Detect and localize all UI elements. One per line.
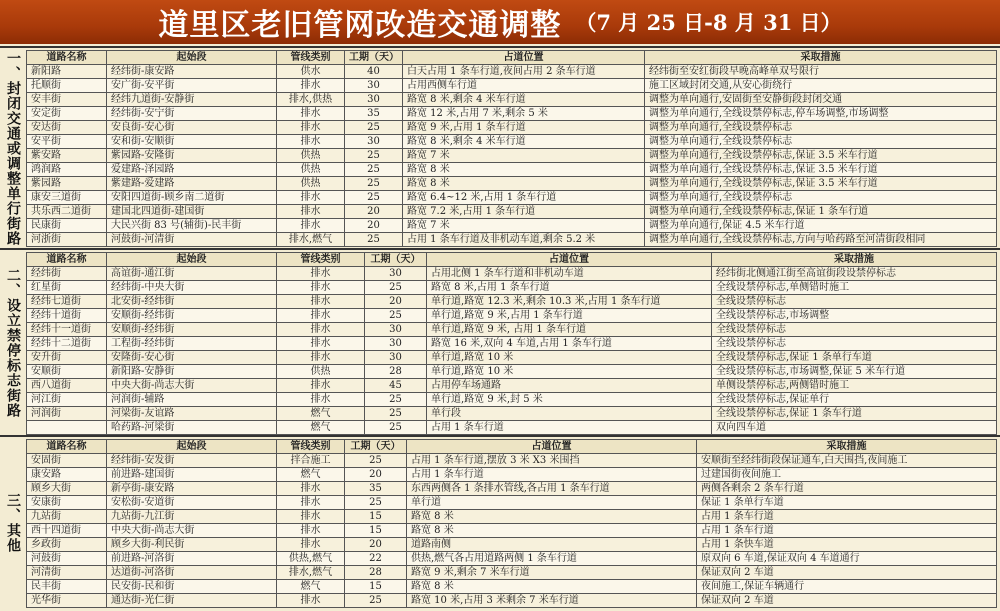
- duration-days: 45: [365, 379, 427, 393]
- header-period: 工期（天）: [345, 440, 407, 454]
- start-end-section: 安广街-安平街: [107, 79, 277, 93]
- table-row: [27, 309, 997, 323]
- pipe-type: 排水: [277, 107, 345, 121]
- pipe-type: 排水: [277, 219, 345, 233]
- road-name: 康安路: [27, 468, 107, 482]
- occupied-position: 白天占用 1 条车行道,夜间占用 2 条车行道: [403, 65, 645, 79]
- pipe-type: 排水: [277, 496, 345, 510]
- road-name: 经纬十一道街: [27, 323, 107, 337]
- pipe-type: 排水: [277, 337, 365, 351]
- start-end-section: 安阳四道街-顾乡南二道街: [107, 191, 277, 205]
- section-no-parking: [0, 252, 1000, 434]
- road-name: 安顺街: [27, 365, 107, 379]
- road-name: 安定街: [27, 107, 107, 121]
- duration-days: 30: [345, 93, 403, 107]
- duration-days: 15: [345, 524, 407, 538]
- table-row: [27, 281, 997, 295]
- road-name: 紫园路: [27, 177, 107, 191]
- pipe-type: 排水: [277, 524, 345, 538]
- pipe-type: 排水: [277, 295, 365, 309]
- start-end-section: 安顺街-经纬街: [107, 309, 277, 323]
- table-row: [27, 365, 997, 379]
- table-row: [27, 510, 997, 524]
- pipe-type: 排水: [277, 379, 365, 393]
- road-name: 光华街: [27, 594, 107, 608]
- header-position: 占道位置: [403, 51, 645, 65]
- table-row: [27, 323, 997, 337]
- duration-days: 20: [365, 295, 427, 309]
- road-name: 安康街: [27, 496, 107, 510]
- start-end-section: 前进路-河洛街: [107, 552, 277, 566]
- measures: 全线设禁停标志,市场调整: [712, 309, 997, 323]
- duration-days: 20: [345, 205, 403, 219]
- table-row: [27, 580, 997, 594]
- header-pipe: 管线类别: [277, 253, 365, 267]
- road-name: 河江街: [27, 393, 107, 407]
- header-pipe: 管线类别: [277, 440, 345, 454]
- occupied-position: 单行道,路宽 12.3 米,剩余 10.3 米,占用 1 条车行道: [427, 295, 712, 309]
- road-name: 紫安路: [27, 149, 107, 163]
- occupied-position: 占用西侧车行道: [403, 79, 645, 93]
- start-end-section: 经纬街-安宁街: [107, 107, 277, 121]
- table-row: [27, 135, 997, 149]
- pipe-type: 排水: [277, 191, 345, 205]
- start-end-section: 安和街-安顺街: [107, 135, 277, 149]
- duration-days: 15: [345, 580, 407, 594]
- pipe-type: 燃气: [277, 580, 345, 594]
- measures: 调整为单向通行,全线设禁停标志,保证 3.5 米车行道: [645, 177, 997, 191]
- measures: 单侧设禁停标志,两侧错时施工: [712, 379, 997, 393]
- occupied-position: 单行道,路宽 9 米,占用 1 条车行道: [427, 309, 712, 323]
- table-row: [27, 205, 997, 219]
- header-pipe: 管线类别: [277, 51, 345, 65]
- table-row: [27, 468, 997, 482]
- adjustment-table: [26, 439, 997, 608]
- table-row: [27, 454, 997, 468]
- duration-days: 35: [345, 482, 407, 496]
- start-end-section: 紫园路-安隆街: [107, 149, 277, 163]
- occupied-position: 单行道,路宽 10 米: [427, 365, 712, 379]
- start-end-section: 安隆街-安心街: [107, 351, 277, 365]
- header-position: 占道位置: [407, 440, 697, 454]
- occupied-position: 路宽 8 米: [403, 163, 645, 177]
- table-row: [27, 524, 997, 538]
- table-row: [27, 482, 997, 496]
- start-end-section: 河润街-辅路: [107, 393, 277, 407]
- section-label: 二、设立禁停标志街路: [5, 268, 21, 418]
- duration-days: 22: [345, 552, 407, 566]
- duration-days: 35: [345, 107, 403, 121]
- road-name: 九站街: [27, 510, 107, 524]
- pipe-type: 排水: [277, 267, 365, 281]
- table-row: [27, 107, 997, 121]
- header-road: 道路名称: [27, 440, 107, 454]
- pipe-type: 排水: [277, 351, 365, 365]
- section-other: [0, 439, 1000, 607]
- table-row: [27, 79, 997, 93]
- measures: 调整为单向通行,全线设禁停标志,保证 3.5 米车行道: [645, 149, 997, 163]
- header-section: 起始段: [107, 51, 277, 65]
- duration-days: 25: [365, 407, 427, 421]
- duration-days: 20: [345, 468, 407, 482]
- pipe-type: 供热: [277, 149, 345, 163]
- start-end-section: 哈药路-河梁街: [107, 421, 277, 435]
- road-name: 安丰街: [27, 93, 107, 107]
- duration-days: 30: [365, 267, 427, 281]
- pipe-type: 排水: [277, 510, 345, 524]
- occupied-position: 占用 1 条车行道及非机动车道,剩余 5.2 米: [403, 233, 645, 247]
- occupied-position: 路宽 9 米,剩余 7 米车行道: [407, 566, 697, 580]
- header-period: 工期（天）: [365, 253, 427, 267]
- duration-days: 20: [345, 538, 407, 552]
- table-row: [27, 407, 997, 421]
- duration-days: 25: [345, 121, 403, 135]
- header-measures: 采取措施: [712, 253, 997, 267]
- road-name: 经纬七道街: [27, 295, 107, 309]
- table-row: [27, 566, 997, 580]
- pipe-type: 排水: [277, 393, 365, 407]
- measures: 保证双向 2 车道: [697, 566, 997, 580]
- road-name: 河鼓街: [27, 552, 107, 566]
- pipe-type: 供热: [277, 163, 345, 177]
- duration-days: 25: [365, 309, 427, 323]
- occupied-position: 占用 1 条车行道: [407, 468, 697, 482]
- header-road: 道路名称: [27, 253, 107, 267]
- duration-days: 15: [345, 510, 407, 524]
- start-end-section: 新阳路-安静街: [107, 365, 277, 379]
- measures: 占用 1 条车行道: [697, 524, 997, 538]
- measures: 经纬街北侧通江街至高谊街段设禁停标志: [712, 267, 997, 281]
- measures: 调整为单向通行,全线设禁停标志,方向与哈药路至河清街段相同: [645, 233, 997, 247]
- section-label: 一、封闭交通或调整单行街路: [5, 50, 21, 246]
- start-end-section: 新亭街-康安路: [107, 482, 277, 496]
- table-row: [27, 393, 997, 407]
- pipe-type: 排水: [277, 121, 345, 135]
- header-row: [27, 440, 997, 454]
- start-end-section: 北安街-经纬街: [107, 295, 277, 309]
- table-row: [27, 233, 997, 247]
- measures: 全线设禁停标志,保证 1 条单行车道: [712, 351, 997, 365]
- start-end-section: 通达街-光仁街: [107, 594, 277, 608]
- page-title: 道里区老旧管网改造交通调整: [158, 8, 562, 43]
- duration-days: 30: [365, 323, 427, 337]
- measures: 保证 1 条单行车道: [697, 496, 997, 510]
- measures: 施工区域封闭交通,从安心街绕行: [645, 79, 997, 93]
- table-row: [27, 421, 997, 435]
- start-end-section: 达道街-河洛街: [107, 566, 277, 580]
- pipe-type: 燃气: [277, 468, 345, 482]
- road-name: 西八道街: [27, 379, 107, 393]
- pipe-type: 排水: [277, 323, 365, 337]
- road-name: 共乐西二道街: [27, 205, 107, 219]
- start-end-section: 经纬街-安发街: [107, 454, 277, 468]
- occupied-position: 单行道,路宽 9 米, 占用 1 条车行道: [427, 323, 712, 337]
- start-end-section: 经纬街-康安路: [107, 65, 277, 79]
- occupied-position: 占用停车场通路: [427, 379, 712, 393]
- pipe-type: 排水: [277, 309, 365, 323]
- adjustment-table: [26, 252, 997, 435]
- measures: 经纬街至安红街段早晚高峰单双号限行: [645, 65, 997, 79]
- measures: 调整为单向通行,全线设禁停标志: [645, 121, 997, 135]
- pipe-type: 排水,燃气: [277, 566, 345, 580]
- header-measures: 采取措施: [645, 51, 997, 65]
- start-end-section: 民安街-民和街: [107, 580, 277, 594]
- start-end-section: 安良街-安心街: [107, 121, 277, 135]
- duration-days: 25: [365, 281, 427, 295]
- duration-days: 25: [345, 149, 403, 163]
- occupied-position: 路宽 9 米,占用 1 条车行道: [403, 121, 645, 135]
- occupied-position: 路宽 7 米: [403, 149, 645, 163]
- table-row: [27, 219, 997, 233]
- pipe-type: 排水: [277, 594, 345, 608]
- road-name: 经纬十道街: [27, 309, 107, 323]
- occupied-position: 路宽 8 米: [403, 177, 645, 191]
- measures: 占用 1 条快车道: [697, 538, 997, 552]
- measures: 夜间施工,保证车辆通行: [697, 580, 997, 594]
- road-name: 乡政街: [27, 538, 107, 552]
- duration-days: 30: [365, 351, 427, 365]
- measures: 占用 1 条车行道: [697, 510, 997, 524]
- adjustment-table: [26, 50, 997, 247]
- duration-days: 25: [345, 594, 407, 608]
- start-end-section: 顾乡大街-利民街: [107, 538, 277, 552]
- measures: 调整为单向通行,安固街至安静街段封闭交通: [645, 93, 997, 107]
- pipe-type: 供热,燃气: [277, 552, 345, 566]
- road-name: 顾乡大街: [27, 482, 107, 496]
- occupied-position: 路宽 12 米,占用 7 米,剩余 5 米: [403, 107, 645, 121]
- measures: 调整为单向通行,全线设禁停标志,保证 1 条车行道: [645, 205, 997, 219]
- occupied-position: 单行道,路宽 10 米: [427, 351, 712, 365]
- start-end-section: 九站街-九江街: [107, 510, 277, 524]
- occupied-position: 路宽 7.2 米,占用 1 条车行道: [403, 205, 645, 219]
- pipe-type: 排水: [277, 281, 365, 295]
- start-end-section: 前进路-建国街: [107, 468, 277, 482]
- page-banner: [0, 0, 1000, 44]
- header-row: [27, 51, 997, 65]
- table-row: [27, 295, 997, 309]
- duration-days: 30: [345, 135, 403, 149]
- measures: 全线设禁停标志,保证单行: [712, 393, 997, 407]
- duration-days: 25: [365, 393, 427, 407]
- table-row: [27, 93, 997, 107]
- measures: 安顺街至经纬街段保证通车,白天围挡,夜间施工: [697, 454, 997, 468]
- header-period: 工期（天）: [345, 51, 403, 65]
- occupied-position: 路宽 8 米: [407, 524, 697, 538]
- road-name: [27, 421, 107, 435]
- start-end-section: 紫建路-爱建路: [107, 177, 277, 191]
- measures: 调整为单向通行,全线设禁停标志,停车场调整,市场调整: [645, 107, 997, 121]
- occupied-position: 占用 1 条车行道,摆放 3 米 X3 米围挡: [407, 454, 697, 468]
- start-end-section: 河梁街-友谊路: [107, 407, 277, 421]
- measures: 保证双向 2 车道: [697, 594, 997, 608]
- pipe-type: 燃气: [277, 407, 365, 421]
- road-name: 民丰街: [27, 580, 107, 594]
- occupied-position: 路宽 8 米,占用 1 条车行道: [427, 281, 712, 295]
- table-row: [27, 379, 997, 393]
- measures: 过建国街夜间施工: [697, 468, 997, 482]
- table-row: [27, 267, 997, 281]
- start-end-section: 中央大街-尚志大街: [107, 524, 277, 538]
- duration-days: 28: [345, 566, 407, 580]
- occupied-position: 东西两侧各 1 条排水管线,各占用 1 条车行道: [407, 482, 697, 496]
- measures: 调整为单向通行,全线设禁停标志: [645, 191, 997, 205]
- occupied-position: 供热,燃气各占用道路两侧 1 条车行道: [407, 552, 697, 566]
- table-row: [27, 191, 997, 205]
- pipe-type: 供热: [277, 177, 345, 191]
- occupied-position: 路宽 6.4~12 米,占用 1 条车行道: [403, 191, 645, 205]
- measures: 双向四车道: [712, 421, 997, 435]
- measures: 调整为单向通行,全线设禁停标志,保证 3.5 米车行道: [645, 163, 997, 177]
- occupied-position: 路宽 16 米,双向 4 车道,占用 1 条车行道: [427, 337, 712, 351]
- header-road: 道路名称: [27, 51, 107, 65]
- measures: 两侧各剩余 2 条车行道: [697, 482, 997, 496]
- occupied-position: 占用北侧 1 条车行道和非机动车道: [427, 267, 712, 281]
- road-name: 新阳路: [27, 65, 107, 79]
- pipe-type: 排水,燃气: [277, 233, 345, 247]
- header-section: 起始段: [107, 253, 277, 267]
- duration-days: 20: [345, 219, 403, 233]
- road-name: 河清街: [27, 566, 107, 580]
- road-name: 经纬十二道街: [27, 337, 107, 351]
- duration-days: 28: [365, 365, 427, 379]
- occupied-position: 路宽 8 米: [407, 580, 697, 594]
- occupied-position: 路宽 7 米: [403, 219, 645, 233]
- road-name: 经纬街: [27, 267, 107, 281]
- road-name: 安平街: [27, 135, 107, 149]
- road-name: 红星街: [27, 281, 107, 295]
- table-row: [27, 65, 997, 79]
- section-closed-or-one-way: [0, 50, 1000, 246]
- measures: 调整为单向通行,保证 4.5 米车行道: [645, 219, 997, 233]
- start-end-section: 工程街-经纬街: [107, 337, 277, 351]
- duration-days: 25: [345, 233, 403, 247]
- pipe-type: 排水: [277, 538, 345, 552]
- road-name: 康安三道街: [27, 191, 107, 205]
- measures: 全线设禁停标志,保证 1 条车行道: [712, 407, 997, 421]
- table-row: [27, 121, 997, 135]
- pipe-type: 燃气: [277, 421, 365, 435]
- duration-days: 25: [345, 163, 403, 177]
- table-row: [27, 594, 997, 608]
- occupied-position: 占用 1 条车行道: [427, 421, 712, 435]
- measures: 原双向 6 车道,保证双向 4 车道通行: [697, 552, 997, 566]
- occupied-position: 路宽 8 米,剩余 4 米车行道: [403, 93, 645, 107]
- table-row: [27, 149, 997, 163]
- start-end-section: 经纬九道街-安静街: [107, 93, 277, 107]
- start-end-section: 建国北四道街-建国街: [107, 205, 277, 219]
- measures: 全线设禁停标志: [712, 295, 997, 309]
- road-name: 安达街: [27, 121, 107, 135]
- pipe-type: 排水,供热: [277, 93, 345, 107]
- occupied-position: 路宽 10 米,占用 3 米剩余 7 米车行道: [407, 594, 697, 608]
- measures: 全线设禁停标志: [712, 337, 997, 351]
- table-row: [27, 337, 997, 351]
- table-row: [27, 552, 997, 566]
- occupied-position: 路宽 8 米: [407, 510, 697, 524]
- duration-days: 25: [345, 177, 403, 191]
- header-measures: 采取措施: [697, 440, 997, 454]
- measures: 全线设禁停标志,单侧错时施工: [712, 281, 997, 295]
- occupied-position: 道路南侧: [407, 538, 697, 552]
- road-name: 安升街: [27, 351, 107, 365]
- measures: 全线设禁停标志,市场调整,保证 5 米车行道: [712, 365, 997, 379]
- pipe-type: 排水: [277, 482, 345, 496]
- road-name: 西十四道街: [27, 524, 107, 538]
- occupied-position: 路宽 8 米,剩余 4 米车行道: [403, 135, 645, 149]
- measures: 调整为单向通行,全线设禁停标志: [645, 135, 997, 149]
- start-end-section: 爱建路-泽园路: [107, 163, 277, 177]
- table-row: [27, 177, 997, 191]
- road-name: 民康街: [27, 219, 107, 233]
- pipe-type: 供热: [277, 365, 365, 379]
- pipe-type: 供水: [277, 65, 345, 79]
- occupied-position: 单行道: [407, 496, 697, 510]
- duration-days: 30: [345, 79, 403, 93]
- start-end-section: 大民兴街 83 号(辅街)-民丰街: [107, 219, 277, 233]
- duration-days: 25: [345, 454, 407, 468]
- road-name: 安固街: [27, 454, 107, 468]
- road-name: 河润街: [27, 407, 107, 421]
- duration-days: 30: [365, 337, 427, 351]
- start-end-section: 高谊街-通江街: [107, 267, 277, 281]
- pipe-type: 拌合施工: [277, 454, 345, 468]
- header-row: [27, 253, 997, 267]
- start-end-section: 中央大街-尚志大街: [107, 379, 277, 393]
- table-row: [27, 538, 997, 552]
- road-name: 鸿润路: [27, 163, 107, 177]
- start-end-section: 河鼓街-河清街: [107, 233, 277, 247]
- measures: 全线设禁停标志: [712, 323, 997, 337]
- duration-days: 25: [345, 191, 403, 205]
- pipe-type: 排水: [277, 79, 345, 93]
- start-end-section: 经纬街-中央大街: [107, 281, 277, 295]
- occupied-position: 单行段: [427, 407, 712, 421]
- road-name: 河浙街: [27, 233, 107, 247]
- occupied-position: 单行道,路宽 9 米,封 5 米: [427, 393, 712, 407]
- header-position: 占道位置: [427, 253, 712, 267]
- duration-days: 40: [345, 65, 403, 79]
- duration-days: 25: [345, 496, 407, 510]
- start-end-section: 安松街-安道街: [107, 496, 277, 510]
- table-row: [27, 163, 997, 177]
- divider: [0, 46, 1000, 48]
- table-row: [27, 496, 997, 510]
- header-section: 起始段: [107, 440, 277, 454]
- date-range: （7 月 25 日-8 月 31 日）: [575, 10, 842, 35]
- section-label: 三、其他: [5, 493, 21, 553]
- road-name: 托顺街: [27, 79, 107, 93]
- table-row: [27, 351, 997, 365]
- duration-days: 25: [365, 421, 427, 435]
- start-end-section: 安顺街-经纬街: [107, 323, 277, 337]
- divider: [0, 435, 1000, 437]
- divider: [0, 248, 1000, 250]
- pipe-type: 排水: [277, 135, 345, 149]
- pipe-type: 排水: [277, 205, 345, 219]
